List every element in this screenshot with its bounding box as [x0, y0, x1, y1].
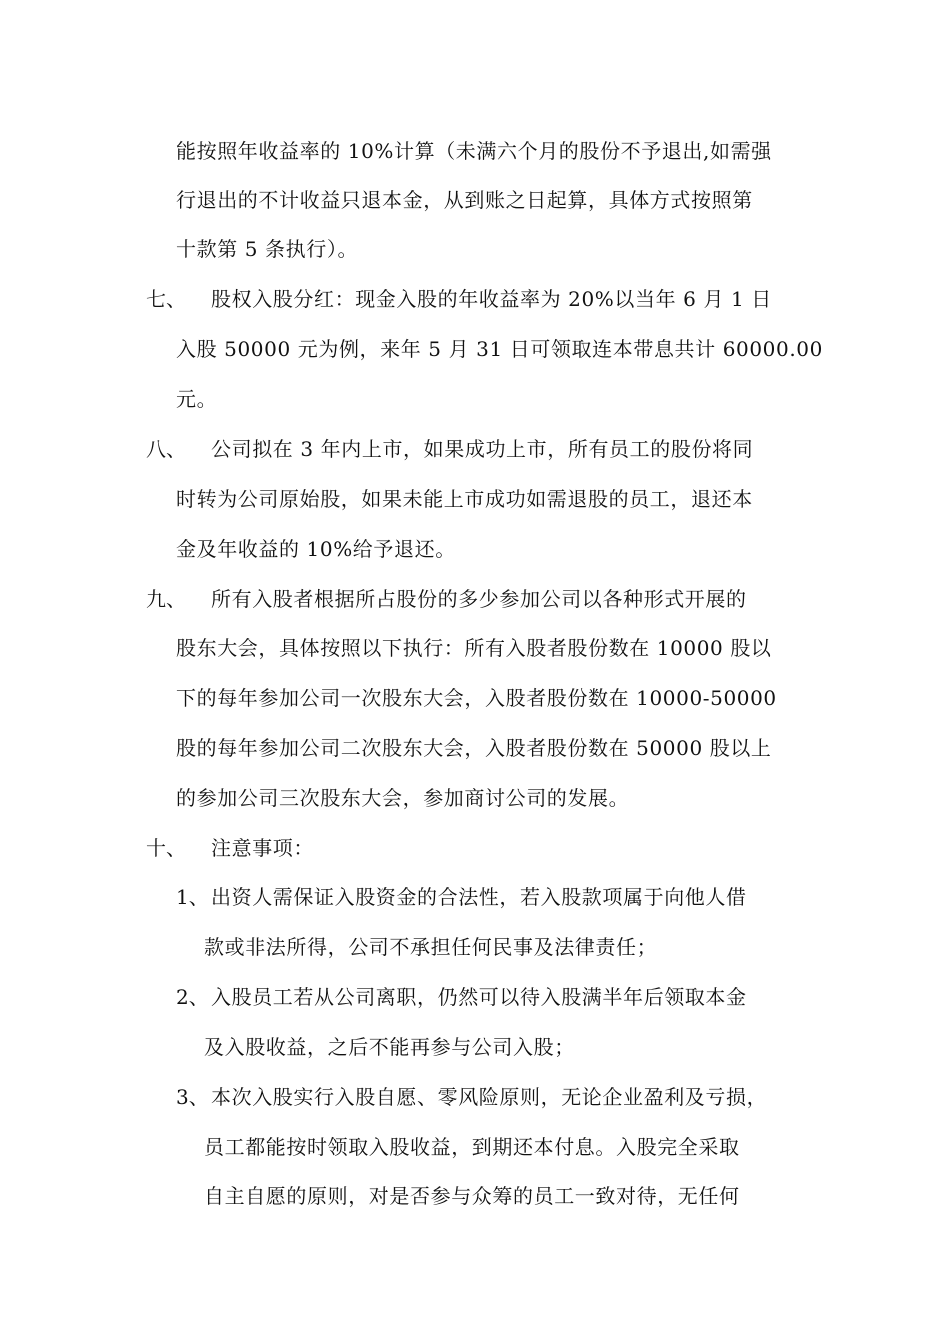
item-3-number: 3、 [176, 1085, 209, 1109]
item-1-number: 1、 [176, 885, 209, 909]
item-1-line-2: 款或非法所得，公司不承担任何民事及法律责任； [204, 935, 658, 959]
section-7-line-2: 入股 50000 元为例，来年 5 月 31 日可领取连本带息共计 60000.00 [176, 337, 823, 361]
section-8-line-3: 金及年收益的 10%给予退还。 [176, 537, 456, 561]
section-8-line-1: 公司拟在 3 年内上市，如果成功上市，所有员工的股份将同 [211, 437, 754, 461]
section-8-number: 八、 [146, 437, 186, 461]
section-8-line-2: 时转为公司原始股，如果未能上市成功如需退股的员工，退还本 [176, 487, 753, 511]
item-3-line-2: 员工都能按时领取入股收益，到期还本付息。入股完全采取 [204, 1135, 740, 1159]
intro-line-3: 十款第 5 条执行）。 [176, 237, 359, 261]
item-2-line-2: 及入股收益，之后不能再参与公司入股； [204, 1035, 575, 1059]
section-9-line-3: 下的每年参加公司一次股东大会，入股者股份数在 10000-50000 [176, 686, 777, 710]
section-9-line-1: 所有入股者根据所占股份的多少参加公司以各种形式开展的 [211, 587, 747, 611]
intro-line-1: 能按照年收益率的 10%计算（未满六个月的股份不予退出,如需强 [176, 139, 772, 163]
section-9-line-4: 股的每年参加公司二次股东大会，入股者股份数在 50000 股以上 [176, 736, 772, 760]
section-7-line-3: 元。 [176, 387, 218, 411]
item-3-line-1: 本次入股实行入股自愿、零风险原则，无论企业盈利及亏损， [211, 1085, 768, 1109]
item-1-line-1: 出资人需保证入股资金的合法性，若入股款项属于向他人借 [211, 885, 747, 909]
section-7-number: 七、 [146, 287, 186, 311]
section-9-number: 九、 [146, 587, 186, 611]
section-9-line-2: 股东大会，具体按照以下执行：所有入股者股份数在 10000 股以 [176, 636, 772, 660]
section-7-line-1: 股权入股分红：现金入股的年收益率为 20%以当年 6 月 1 日 [211, 287, 772, 311]
section-9-line-5: 的参加公司三次股东大会，参加商讨公司的发展。 [176, 786, 630, 810]
item-3-line-3: 自主自愿的原则，对是否参与众筹的员工一致对待，无任何 [204, 1184, 740, 1208]
item-2-line-1: 入股员工若从公司离职，仍然可以待入股满半年后领取本金 [211, 985, 747, 1009]
section-10-title: 注意事项： [211, 836, 314, 860]
section-10-number: 十、 [146, 836, 186, 860]
item-2-number: 2、 [176, 985, 209, 1009]
intro-line-2: 行退出的不计收益只退本金，从到账之日起算，具体方式按照第 [176, 188, 753, 212]
